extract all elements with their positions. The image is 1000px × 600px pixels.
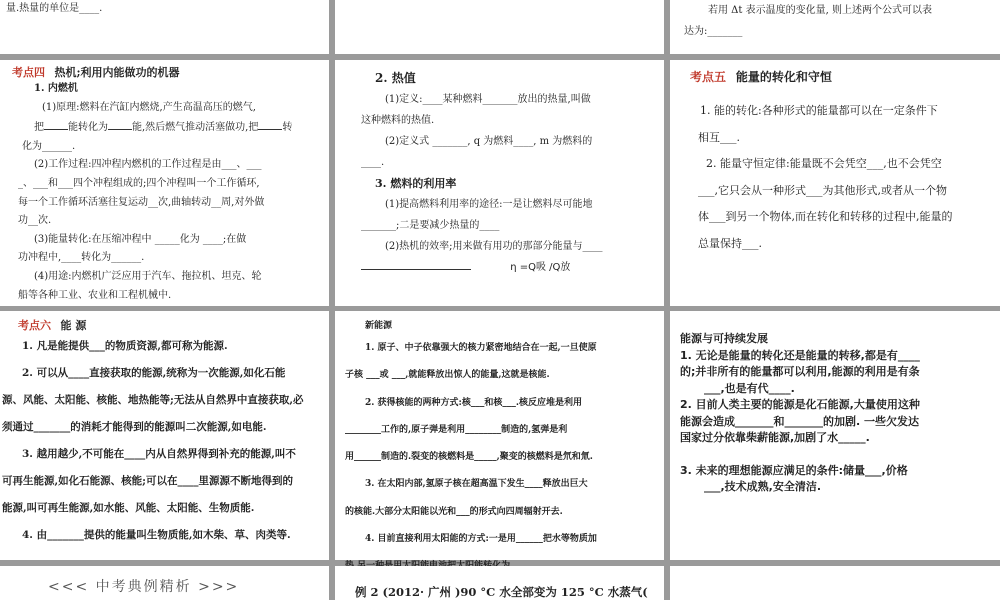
line: 2. 获得核能的两种方式:核___和核___.核反应堆是利用 (365, 397, 582, 408)
line: ________工作的,原子弹是利用________制造的,氢弹是利 (345, 424, 568, 435)
heading-1: 1. 内燃机 (34, 83, 78, 94)
top-left-text: 量.热量的单位是____. (6, 3, 103, 14)
section-body (680, 331, 996, 496)
top-right-panel (670, 0, 1000, 54)
line-part: 把 (34, 122, 44, 134)
line: 的核能.大部分太阳能以光和___的形式向四周辐射开去. (345, 506, 563, 517)
bottom-right-panel (670, 566, 1000, 600)
section-heading (12, 64, 180, 80)
line: 国家过分依靠柴薪能源,加剧了水_____. (680, 431, 870, 444)
line: ____. (361, 157, 385, 168)
line: 这种燃料的热值. (361, 115, 435, 126)
line: 子核 ___或 ___,就能释放出惊人的能量,这就是核能. (345, 370, 550, 381)
line: 1. 凡是能提供___的物质资源,都可称为能源. (22, 340, 228, 352)
line: (3)能量转化:在压缩冲程中 _____化为 ____;在做 (34, 233, 247, 245)
line: 3. 越用越少,不可能在____内从自然界得到补充的能源,叫不 (22, 448, 296, 460)
line: 用______制造的.裂变的核燃料是_____,聚变的核燃料是氘和氚. (345, 452, 593, 463)
line: 3. 未来的理想能源应满足的条件:储量___,价格 (680, 463, 908, 477)
section-heading (18, 317, 86, 333)
line: 2. 能量守恒定律:能量既不会凭空___,也不会凭空 (706, 157, 942, 170)
blank (108, 117, 132, 130)
section-body (680, 98, 996, 257)
line: 体___到另一个物体,而在转化和转移的过程中,能量的 (698, 210, 953, 223)
line: 可再生能源,如化石能源、核能;可以在____里源源不断地得到的 (2, 475, 294, 487)
section-banner: <<< 中考典例精析 >>> (48, 579, 240, 595)
line: (2)热机的效率;用来做有用功的那部分能量与____ (385, 241, 603, 252)
line: 能源,叫可再生能源,如水能、风能、太阳能、生物质能. (2, 502, 255, 514)
line: ___,它只会从一种形式___为其他形式,或者从一个物 (698, 183, 947, 197)
top-right-line-2: 达为:_______ (684, 26, 743, 37)
bottom-middle-panel (335, 566, 664, 600)
line: 功冲程中,____转化为______. (18, 252, 145, 264)
section-title: 能 源 (60, 319, 87, 332)
line: (2)定义式 _______, q 为燃料____, m 为燃料的 (385, 136, 593, 147)
line: (4)用途:内燃机广泛应用于汽车、拖拉机、坦克、轮 (34, 270, 262, 282)
line: 4. 目前直接利用太阳能的方式:一是用______把水等物质加 (365, 534, 597, 545)
line: (1)提高燃料利用率的途径:一是让燃料尽可能地 (385, 199, 593, 210)
blank (361, 257, 471, 270)
heading-3: 3. 燃料的利用率 (375, 177, 457, 190)
blank (44, 117, 68, 130)
top-right-line-1: 若用 Δt 表示温度的变化量, 则上述两个公式可以表 (708, 5, 932, 16)
section-body (343, 68, 659, 278)
line-part: 转 (282, 122, 293, 134)
line: (1)原理:燃料在汽缸内燃烧,产生高温高压的燃气, (42, 101, 256, 113)
line (4, 117, 326, 138)
line: (1)定义:____某种燃料_______放出的热量,叫做 (385, 94, 591, 105)
efficiency-formula: η =Q吸 /Q放 (510, 262, 571, 273)
section-title: 热机;利用内能做功的机器 (54, 66, 180, 79)
line: _、___和___四个冲程组成的;四个冲程叫一个工作循环, (18, 177, 260, 189)
line: 每一个工作循环活塞往复运动__次,曲轴转动__周,对外做 (18, 196, 265, 208)
line: 4. 由_______提供的能量叫生物质能,如木柴、草、肉类等. (22, 529, 291, 541)
panel-heat-engine (0, 60, 329, 306)
line: 1. 无论是能量的转化还是能量的转移,都是有____ (680, 348, 920, 362)
line: 源、风能、太阳能、核能、地热能等;无法从自然界中直接获取,必 (2, 394, 304, 406)
line: 总量保持___. (698, 236, 762, 250)
section-heading (690, 68, 832, 85)
line: 的;并非所有的能量都可以利用,能源的利用是有条 (680, 365, 920, 378)
section-body (2, 333, 328, 549)
line: 1. 原子、中子依靠强大的核力紧密地结合在一起,一旦使原 (365, 343, 597, 353)
line: 功__次. (18, 215, 52, 227)
section-body (4, 80, 326, 305)
panel-heat-value (335, 60, 664, 306)
bottom-left-panel (0, 566, 329, 600)
line: 2. 目前人类主要的能源是化石能源,大量使用这种 (680, 398, 920, 411)
section-tag: 考点四 (12, 66, 45, 79)
section-tag: 考点六 (18, 319, 51, 332)
line: (2)工作过程:四冲程内燃机的工作过程是由___、___ (34, 159, 262, 171)
line: _______;二是要减少热量的____ (361, 220, 500, 231)
example-title: 例 2 (2012· 广州 )90 °C 水全部变为 125 °C 水蒸气( (355, 585, 648, 599)
line-part: 能转化为 (68, 122, 108, 134)
section-tag: 考点五 (690, 70, 727, 84)
panel-sustainable-development (670, 311, 1000, 560)
line: 须通过_______的消耗才能得到的能源叫二次能源,如电能. (2, 421, 267, 433)
heading-2: 2. 热值 (375, 71, 416, 85)
line: 3. 在太阳内部,氢原子核在超高温下发生____释放出巨大 (365, 479, 588, 490)
line: 能源会造成_______和_______的加剧. 一些欠发达 (680, 414, 920, 428)
sub-heading: 新能源 (365, 321, 393, 331)
line: 船等各种工业、农业和工程机械中. (18, 289, 172, 301)
panel-energy-conservation (670, 60, 1000, 306)
line: ___,也是有代____. (704, 381, 795, 395)
blank (258, 117, 282, 130)
line: 相互___. (698, 130, 740, 144)
top-left-panel (0, 0, 329, 54)
line: 化为______. (22, 140, 76, 152)
line: 2. 可以从____直接获取的能源,统称为一次能源,如化石能 (22, 367, 286, 379)
top-middle-panel (335, 0, 664, 54)
line: ___,技术成熟,安全清洁. (704, 480, 822, 493)
section-body (341, 317, 661, 581)
panel-energy-sources (0, 311, 329, 560)
line: 1. 能的转化:各种形式的能量都可以在一定条件下 (700, 104, 938, 117)
line (343, 257, 659, 278)
line-part: 能,然后燃气推动活塞做功,把 (132, 122, 259, 134)
sub-heading: 能源与可持续发展 (680, 332, 768, 345)
panel-new-energy (335, 311, 664, 560)
section-title: 能量的转化和守恒 (735, 70, 832, 84)
